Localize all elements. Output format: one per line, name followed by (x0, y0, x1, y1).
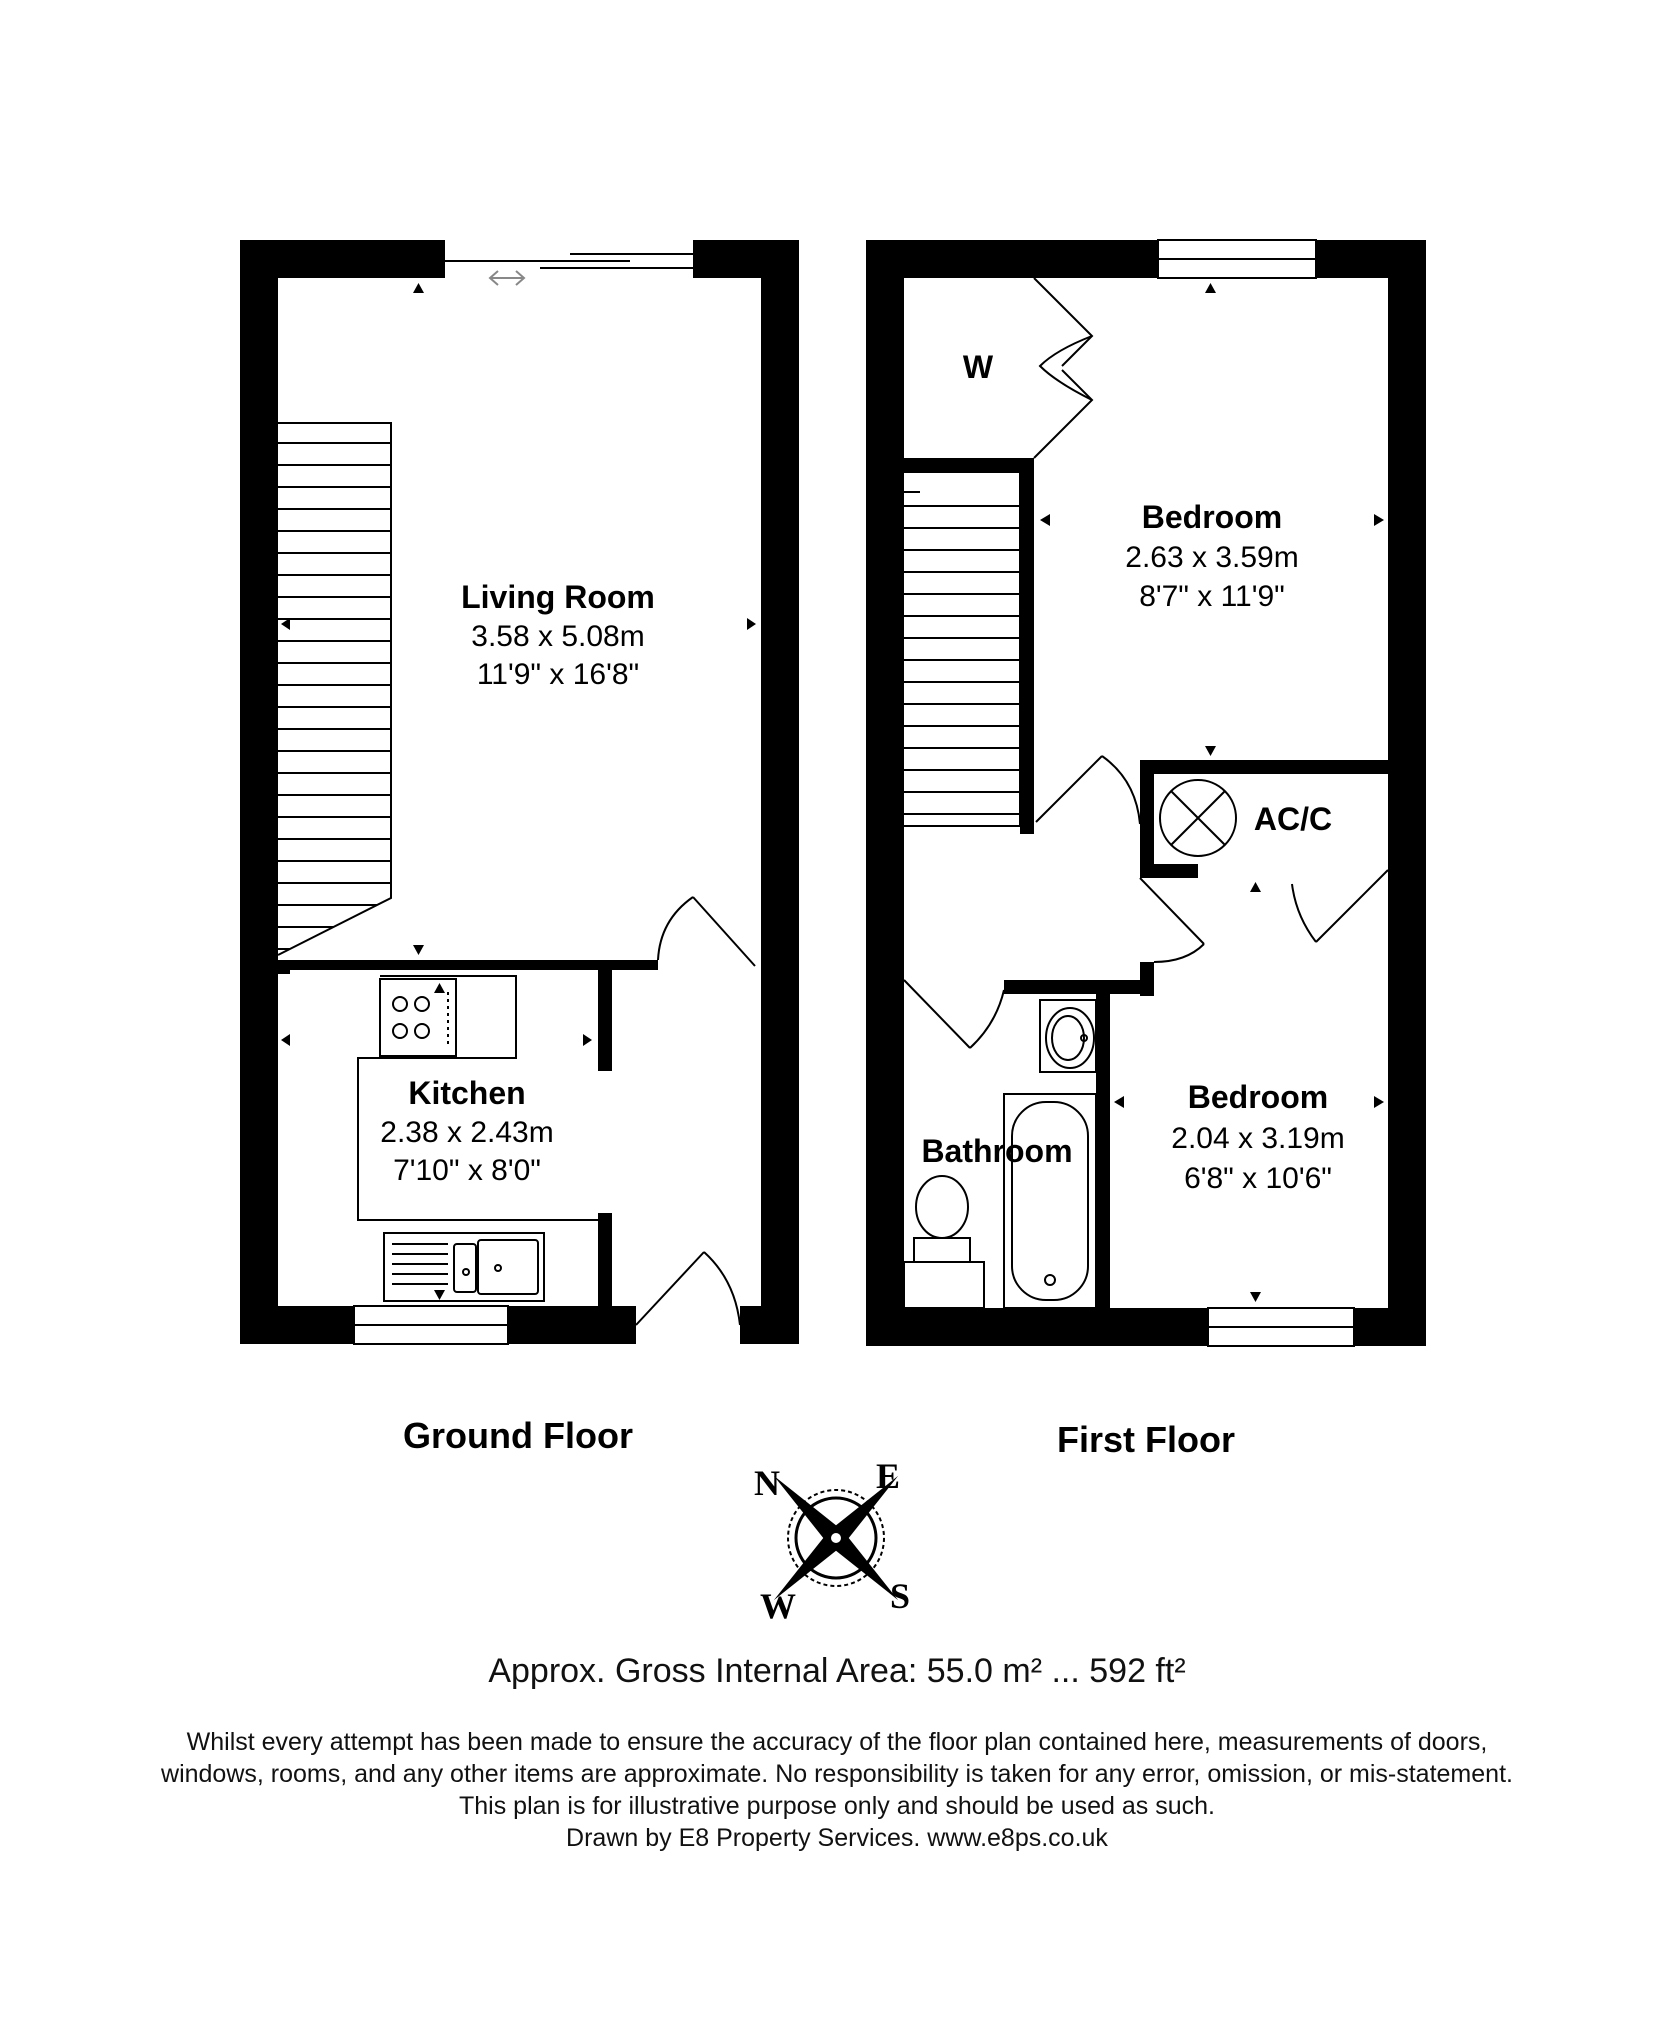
bath-icon (1004, 1094, 1096, 1308)
gross-internal-area: Approx. Gross Internal Area: 55.0 m² ... 592 ft² (488, 1652, 1186, 1690)
basin-icon (1040, 1000, 1096, 1072)
ground-floor-title: Ground Floor (403, 1415, 633, 1456)
sink-icon (384, 1233, 544, 1301)
sliding-arrow-icon (490, 271, 524, 285)
disclaimer (0, 1726, 1674, 1854)
bedroom-1-metric: 2.63 x 3.59m (1125, 541, 1299, 574)
living-room-label: Living Room (461, 579, 655, 615)
kitchen-label: Kitchen (408, 1075, 526, 1111)
water-tank-icon (1160, 780, 1236, 856)
front-door (636, 1252, 740, 1325)
toilet-icon (904, 1176, 984, 1308)
bedroom-1-door (1036, 756, 1140, 824)
living-room-door (658, 897, 755, 966)
compass-icon (712, 1414, 961, 1663)
bedroom-window-bottom (1208, 1308, 1354, 1346)
first-floor-plan (866, 240, 1426, 1460)
ground-stair-treads (278, 443, 391, 949)
compass-west: W (760, 1586, 796, 1626)
bedroom-2-imperial: 6'8" x 10'6" (1184, 1162, 1332, 1195)
disclaimer-line: Whilst every attempt has been made to ensure the accuracy of the floor plan contained here, measurements of doors, (186, 1728, 1488, 1756)
credit-line: Drawn by E8 Property Services. www.e8ps.co.uk (566, 1824, 1108, 1852)
disclaimer-line: windows, rooms, and any other items are approximate. No responsibility is taken for any error, omission, or mis-statement. (161, 1760, 1513, 1788)
ground-staircase (278, 423, 391, 955)
first-staircase (904, 472, 1020, 826)
bedroom-window-top (1158, 240, 1316, 278)
airing-cupboard-door (1292, 870, 1388, 942)
bedroom-2-metric: 2.04 x 3.19m (1171, 1122, 1345, 1155)
ground-floor-plan (240, 240, 799, 1456)
landing-door (1140, 878, 1204, 962)
bedroom-1-imperial: 8'7" x 11'9" (1139, 580, 1285, 613)
kitchen-imperial: 7'10" x 8'0" (393, 1154, 541, 1187)
hob-icon (380, 979, 456, 1056)
kitchen-metric: 2.38 x 2.43m (380, 1116, 554, 1149)
compass-north: N (754, 1463, 780, 1503)
first-floor-title: First Floor (1057, 1419, 1235, 1460)
wardrobe (904, 278, 1092, 458)
bathroom-door (904, 980, 1004, 1048)
patio-door (445, 254, 693, 268)
living-room-metric: 3.58 x 5.08m (471, 620, 645, 653)
bedroom-2-label: Bedroom (1187, 1079, 1329, 1115)
wardrobe-label: W (962, 349, 994, 385)
first-stair-treads (904, 506, 1020, 814)
bathroom-label: Bathroom (921, 1133, 1073, 1169)
living-room-imperial: 11'9" x 16'8" (476, 658, 640, 691)
airing-cupboard-label: AC/C (1253, 801, 1333, 837)
bedroom-1-label: Bedroom (1141, 499, 1283, 535)
compass-east: E (875, 1456, 901, 1496)
kitchen-window (354, 1306, 508, 1344)
disclaimer-line: This plan is for illustrative purpose only and should be used as such. (459, 1792, 1215, 1820)
compass-south: S (889, 1576, 911, 1616)
